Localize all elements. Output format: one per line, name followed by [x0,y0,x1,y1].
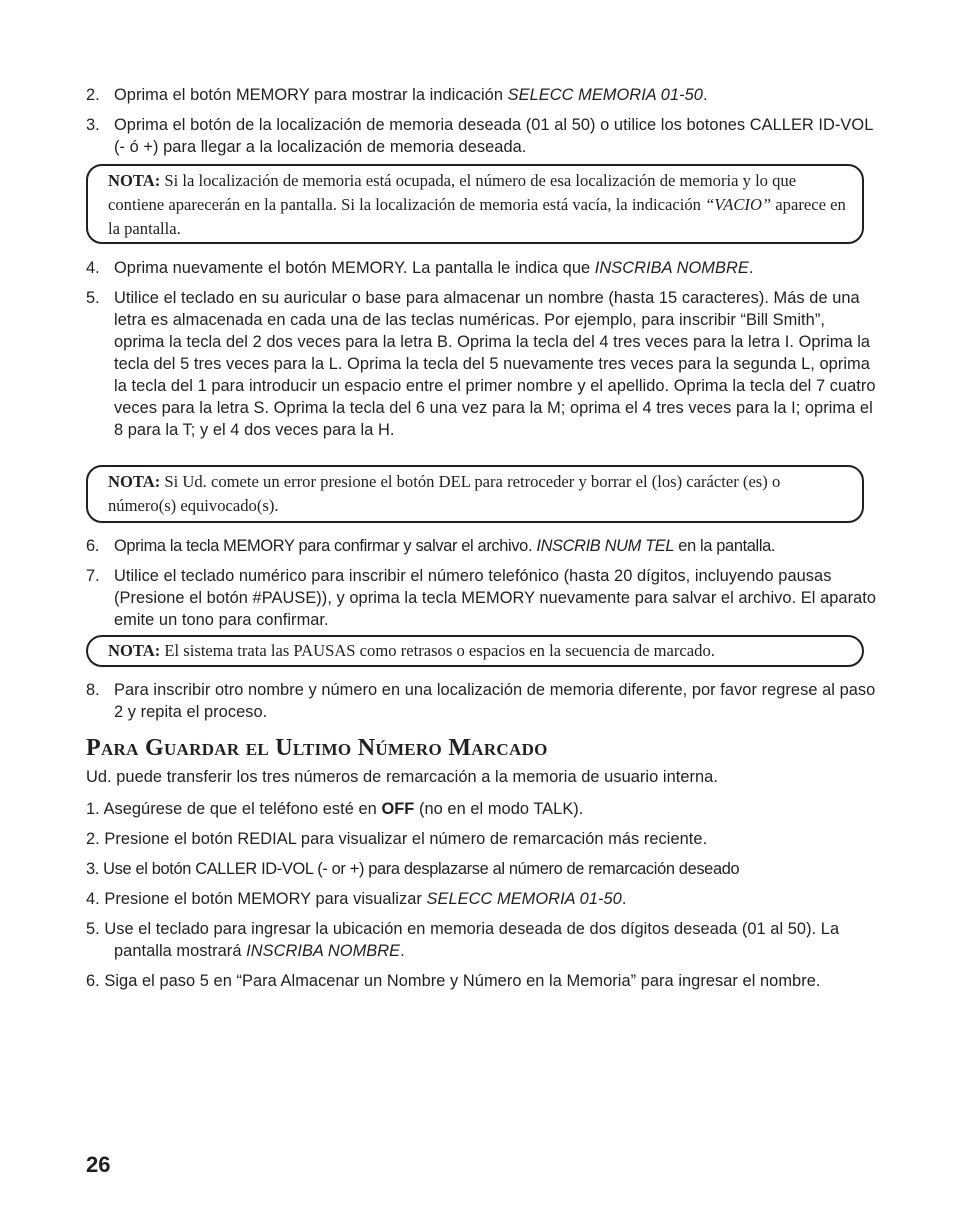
display-message: “VACIO” [705,195,772,214]
step-text: Oprima la tecla MEMORY para confirmar y salvar el archivo. [114,537,537,555]
note-box-occupied-location: NOTA: Si la localización de memoria está ocupada, el número de esa localización de memoria y lo que contiene aparecerán en la pantalla. Si la localización de memoria está vacía, la indicación “VACIO” aparece en la pantalla. [86,164,864,244]
step-text: Oprima el botón MEMORY para mostrar la indicación [114,86,508,104]
step-4: 4. Oprima nuevamente el botón MEMORY. La pantalla le indica que INSCRIBA NOMBRE. [86,259,754,277]
step-text: Para inscribir otro nombre y número en una localización de memoria diferente, por favor regrese al paso 2 y repita el proceso. [114,681,876,721]
step-text: Oprima nuevamente el botón MEMORY. La pantalla le indica que [114,259,595,277]
step-number: 8. [86,681,100,699]
step-text: 4. Presione el botón MEMORY para visualizar [86,890,427,908]
display-message: INSCRIBA NOMBRE [246,942,401,960]
step-number: 4. [86,259,100,277]
step-text: 5. Use el teclado para ingresar la ubicación en memoria deseada de dos dígitos deseada (01 al 50). La pantalla mostrará [86,920,840,960]
display-message: SELECC MEMORIA 01-50 [426,890,622,908]
step-text: 6. Siga el paso 5 en “Para Almacenar un Nombre y Número en la Memoria” para ingresar el nombre. [86,972,821,990]
step-text: Utilice el teclado en su auricular o base para almacenar un nombre (hasta 15 caracteres). Más de una letra es almacenada en cada una de las teclas numéricas. Por ejemplo, para inscribir “Bill Smith”, oprima la tecla del 2 dos veces para la letra B. Oprima la tecla del 4 tres veces para la letra I. Oprima la tecla del 5 tres veces para la L. Oprima la tecla del 5 nuevamente tres veces para la segunda L, oprima la tecla del 1 para introducir un espacio entre el primer nombre y el apellido. Oprima la tecla del 7 cuatro veces para la letra S. Oprima la tecla del 6 una vez para la M; oprima el 4 tres veces para la I; oprima el 8 para la T; y el 4 dos veces para la H. [114,289,876,439]
note-box-pauses [86,635,864,667]
step-text: Utilice el teclado numérico para inscribir el número telefónico (hasta 20 dígitos, incluyendo pausas (Presione el botón #PAUSE)), y oprima la tecla MEMORY nuevamente para salvar el archivo. El aparato emite un tono para confirmar. [114,567,877,629]
step-3 [86,114,876,158]
step-8 [86,679,876,723]
sub-step-1: 1. Asegúrese de que el teléfono esté en OFF (no en el modo TALK). [86,800,584,818]
note-text: Si Ud. comete un error presione el botón DEL para retroceder y borrar el (los) carácter (es) o número(s) equivocado(s). [108,472,781,515]
step-6: 6. Oprima la tecla MEMORY para confirmar y salvar el archivo. INSCRIB NUM TEL en la pantalla. [86,537,776,555]
step-text: 3. Use el botón CALLER ID-VOL (- or +) para desplazarse al número de remarcación deseado [86,860,740,878]
display-message: INSCRIBA NOMBRE [594,259,749,277]
step-text: 1. Asegúrese de que el teléfono esté en [86,800,382,818]
step-text: 2. Presione el botón REDIAL para visualizar el número de remarcación más reciente. [86,830,708,848]
note-text: Si la localización de memoria está ocupada, el número de esa localización de memoria y lo que contiene aparecerán en la pantalla. Si la localización de memoria está vacía, la indicación [108,171,797,214]
mode-label: OFF [381,800,415,818]
step-7 [86,565,876,631]
sub-step-2 [86,828,876,850]
note-label: NOTA: [108,171,161,190]
sub-step-4: 4. Presione el botón MEMORY para visualizar SELECC MEMORIA 01-50. [86,890,627,908]
page-number: 26 [86,1152,111,1177]
step-number: 2. [86,86,100,104]
step-number: 5. [86,289,100,307]
sub-step-5: 5. Use el teclado para ingresar la ubicación en memoria deseada de dos dígitos deseada (01 al 50). La pantalla mostrará INSCRIBA NOMBRE. [86,920,840,960]
step-number: 7. [86,567,100,585]
step-text: Oprima el botón de la localización de memoria deseada (01 al 50) o utilice los botones CALLER ID-VOL (- ó +) para llegar a la localización de memoria deseada. [114,116,873,156]
note-box-error [86,465,864,523]
note-label: NOTA: [108,472,161,491]
section-heading: Para Guardar el Ultimo Número Marcado [86,735,548,761]
section-intro: Ud. puede transferir los tres números de remarcación a la memoria de usuario interna. [86,768,718,786]
step-number: 3. [86,116,100,134]
step-number: 6. [86,537,99,555]
sub-step-3 [86,858,876,880]
display-message: INSCRIB NUM TEL [536,537,675,555]
note-text: El sistema trata las PAUSAS como retrasos o espacios en la secuencia de marcado. [160,641,715,660]
display-message: SELECC MEMORIA 01-50 [507,86,703,104]
note-label: NOTA: [108,641,161,660]
sub-step-6 [86,970,876,992]
step-5 [86,287,876,441]
step-2: 2. Oprima el botón MEMORY para mostrar la indicación SELECC MEMORIA 01-50. [86,86,708,104]
